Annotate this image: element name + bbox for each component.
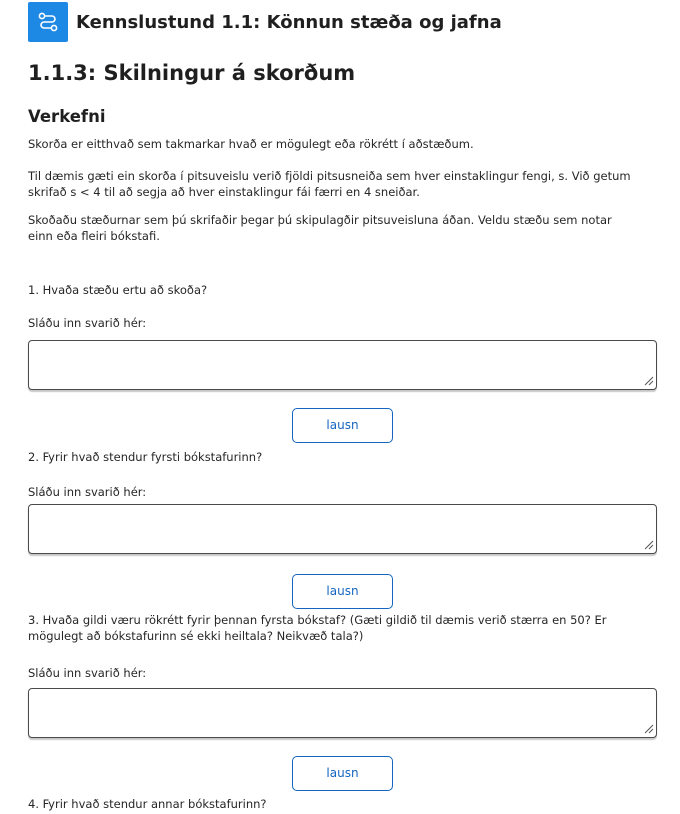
answer-input[interactable] — [28, 688, 657, 738]
answer-prompt: Sláðu inn svarið hér: — [28, 316, 147, 330]
solution-button[interactable]: lausn — [292, 756, 393, 791]
lesson-header — [28, 2, 502, 42]
task-paragraph: Skorða er eitthvað sem takmarkar hvað er mögulegt eða rökrétt í aðstæðum. — [28, 137, 474, 151]
task-paragraph: Til dæmis gæti ein skorða í pitsuveislu verið fjöldi pitsusneiða sem hver einstaklingur fengi, s. Við getum skrifað s < 4 til að segja að hver einstaklingur fái færri en 4 sneiðar. — [28, 169, 631, 199]
question-label: 2. Fyrir hvað stendur fyrsti bókstafurinn? — [28, 450, 263, 464]
resize-handle-icon[interactable] — [644, 540, 654, 550]
answer-prompt: Sláðu inn svarið hér: — [28, 666, 147, 680]
answer-input[interactable] — [28, 504, 657, 554]
path-route-icon — [28, 2, 68, 42]
solution-button[interactable]: lausn — [292, 408, 393, 443]
resize-handle-icon[interactable] — [644, 724, 654, 734]
question-label: 3. Hvaða gildi væru rökrétt fyrir þennan fyrsta bókstaf? (Gæti gildið til dæmis verið stærra en 50? Er mögulegt að bókstafurinn sé ekki heiltala? Neikvæð tala?) — [28, 613, 607, 643]
section-title: 1.1.3: Skilningur á skorðum — [28, 61, 356, 85]
lesson-title: Kennslustund 1.1: Könnun stæða og jafna — [76, 11, 502, 33]
solution-button[interactable]: lausn — [292, 574, 393, 609]
answer-prompt: Sláðu inn svarið hér: — [28, 485, 147, 499]
resize-handle-icon[interactable] — [644, 376, 654, 386]
answer-input[interactable] — [28, 340, 657, 390]
question-label: 4. Fyrir hvað stendur annar bókstafurinn? — [28, 797, 267, 811]
question-label: 1. Hvaða stæðu ertu að skoða? — [28, 283, 208, 297]
task-heading: Verkefni — [28, 107, 106, 126]
task-paragraph: Skoðaðu stæðurnar sem þú skrifaðir þegar þú skipulagðir pitsuveisluna áðan. Veldu stæðu sem notar einn eða fleiri bókstafi. — [28, 213, 612, 243]
